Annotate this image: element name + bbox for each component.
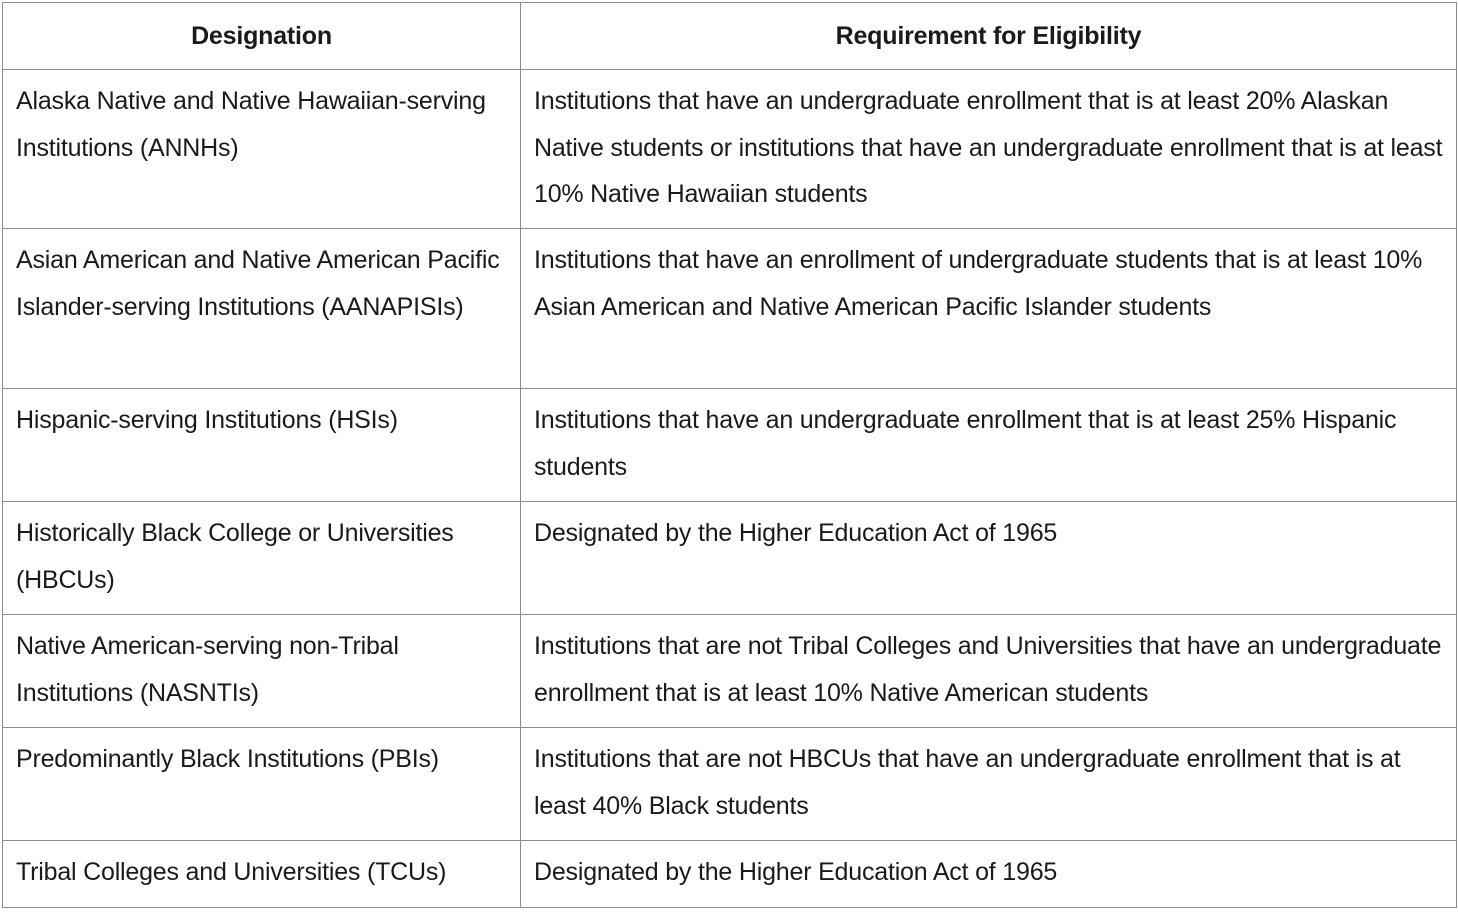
designation-cell: Asian American and Native American Pacific Islander-serving Institutions (AANAPISIs)	[3, 229, 521, 389]
designation-cell: Historically Black College or Universities (HBCUs)	[3, 502, 521, 615]
table-row	[3, 229, 1457, 389]
designation-cell: Predominantly Black Institutions (PBIs)	[3, 728, 521, 841]
designation-cell: Native American-serving non-Tribal Institutions (NASNTIs)	[3, 615, 521, 728]
requirement-cell: Designated by the Higher Education Act of 1965	[521, 502, 1457, 615]
header-row	[3, 3, 1457, 70]
header-designation: Designation	[3, 3, 521, 70]
requirement-cell: Institutions that are not HBCUs that have an undergraduate enrollment that is at least 40% Black students	[521, 728, 1457, 841]
table-body	[3, 70, 1457, 908]
table-row	[3, 728, 1457, 841]
designations-table	[2, 2, 1457, 908]
table-row	[3, 615, 1457, 728]
designation-cell: Tribal Colleges and Universities (TCUs)	[3, 841, 521, 908]
table-row	[3, 841, 1457, 908]
requirement-cell: Institutions that have an undergraduate enrollment that is at least 25% Hispanic students	[521, 389, 1457, 502]
requirement-cell: Institutions that have an enrollment of undergraduate students that is at least 10% Asian American and Native American Pacific Islander students	[521, 229, 1457, 389]
header-requirement: Requirement for Eligibility	[521, 3, 1457, 70]
designation-cell: Hispanic-serving Institutions (HSIs)	[3, 389, 521, 502]
table-row	[3, 70, 1457, 229]
designation-cell: Alaska Native and Native Hawaiian-serving Institutions (ANNHs)	[3, 70, 521, 229]
requirement-cell: Institutions that are not Tribal Colleges and Universities that have an undergraduate enrollment that is at least 10% Native American students	[521, 615, 1457, 728]
table-row	[3, 389, 1457, 502]
table-row	[3, 502, 1457, 615]
requirement-cell: Institutions that have an undergraduate enrollment that is at least 20% Alaskan Native students or institutions that have an undergraduate enrollment that is at least 10% Native Hawaiian students	[521, 70, 1457, 229]
table-header	[3, 3, 1457, 70]
requirement-cell: Designated by the Higher Education Act of 1965	[521, 841, 1457, 908]
